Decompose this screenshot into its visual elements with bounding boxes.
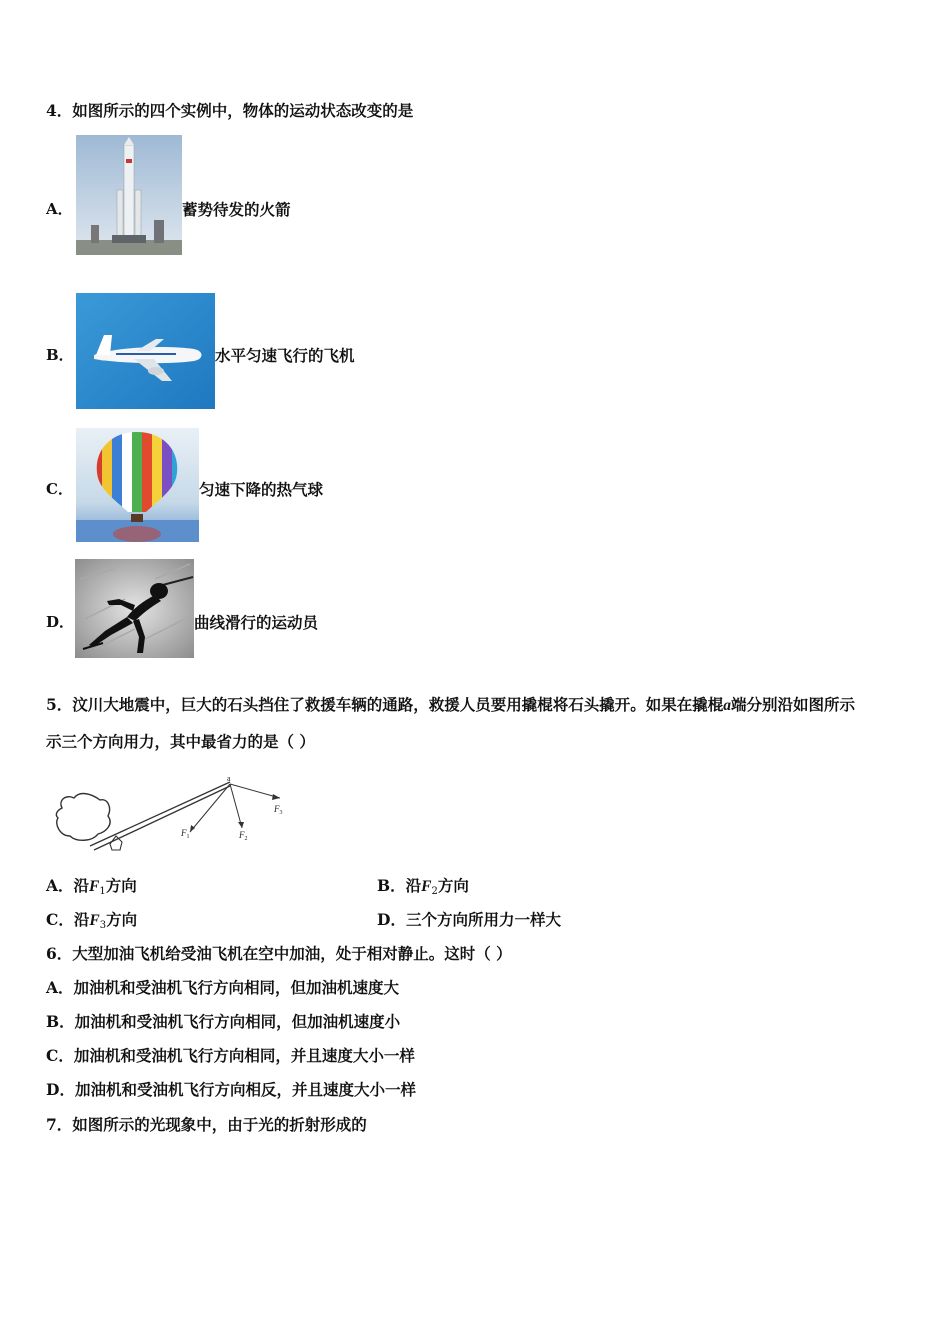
q6-option-b: B．加油机和受油机飞行方向相同，但加油机速度小 <box>46 1012 401 1031</box>
q5-option-c: C．沿$F_3$方向 <box>46 910 138 931</box>
q5-option-d: D．三个方向所用力一样大 <box>377 910 561 929</box>
f2-label: $F_2$ <box>239 830 248 842</box>
q4-option-a-label: A． <box>46 200 73 218</box>
q5-option-a: A．沿$F_1$方向 <box>46 876 137 897</box>
q4-stem: 4．如图所示的四个实例中，物体的运动状态改变的是 <box>46 101 414 120</box>
hot-air-balloon-photo <box>76 428 199 542</box>
rocket-photo <box>76 135 182 255</box>
q4-option-c-label: C． <box>46 480 73 498</box>
q6-option-d: D．加油机和受油机飞行方向相反，并且速度大小一样 <box>46 1080 416 1099</box>
q6-stem: 6．大型加油飞机给受油飞机在空中加油，处于相对静止。这时（ ） <box>46 944 512 963</box>
point-a-label: a <box>227 774 231 783</box>
q5-option-b: B．沿$F_2$方向 <box>377 876 469 897</box>
q4-option-a-text: 蓄势待发的火箭 <box>182 200 291 219</box>
q5-stem-line1: 5．汶川大地震中，巨大的石头挡住了救援车辆的通路，救援人员要用撬棍将石头撬开。如果在撬棍a端分别沿如图所示 <box>46 695 856 714</box>
q7-stem: 7．如图所示的光现象中，由于光的折射形成的 <box>46 1115 367 1134</box>
airplane-photo <box>76 293 215 409</box>
q4-option-b-text: 水平匀速飞行的飞机 <box>215 346 355 365</box>
q6-option-c: C．加油机和受油机飞行方向相同，并且速度大小一样 <box>46 1046 415 1065</box>
lever-force-diagram <box>50 772 295 854</box>
q4-option-c-text: 匀速下降的热气球 <box>199 480 324 499</box>
q4-option-b-label: B． <box>46 346 74 364</box>
q4-option-d-label: D． <box>46 613 75 631</box>
q6-option-a: A．加油机和受油机飞行方向相同，但加油机速度大 <box>46 978 400 997</box>
f1-label: $F_1$ <box>181 828 190 840</box>
q4-option-d-text: 曲线滑行的运动员 <box>194 613 319 632</box>
q5-stem-line2: 示三个方向用力，其中最省力的是（ ） <box>46 732 315 751</box>
f3-label: $F_3$ <box>274 804 283 816</box>
speed-skater-photo <box>75 559 194 658</box>
